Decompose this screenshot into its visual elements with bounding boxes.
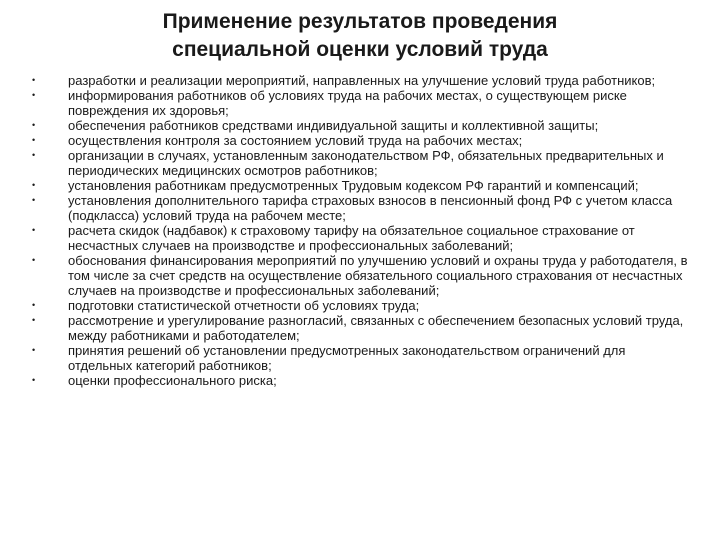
bullet-list (32, 73, 692, 388)
bullet-marker: • (32, 375, 36, 385)
bullet-item (32, 343, 692, 373)
bullet-marker: • (32, 195, 36, 205)
bullet-item (32, 133, 692, 148)
bullet-item (32, 313, 692, 343)
bullet-item (32, 298, 692, 313)
bullet-item (32, 178, 692, 193)
bullet-item (32, 148, 692, 178)
bullet-text: установления работникам предусмотренных Трудовым кодексом РФ гарантий и компенсаций; (68, 178, 639, 193)
bullet-marker: • (32, 90, 36, 100)
bullet-text: установления дополнительного тарифа страховых взносов в пенсионный фонд РФ с учетом класса (подкласса) условий труда на рабочем месте; (68, 193, 673, 223)
bullet-text: обоснования финансирования мероприятий по улучшению условий и охраны труда у работодателя, в том числе за счет средств на осуществление обязательного социального страхования от несчастных случаев на производстве и профессиональных заболеваний; (68, 253, 688, 298)
bullet-marker: • (32, 180, 36, 190)
bullet-item (32, 193, 692, 223)
bullet-text: подготовки статистической отчетности об условиях труда; (68, 298, 420, 313)
bullet-marker: • (32, 315, 36, 325)
bullet-text: оценки профессионального риска; (68, 373, 277, 388)
bullet-text: расчета скидок (надбавок) к страховому тарифу на обязательное социальное страхование от несчастных случаев на производстве и профессиональных заболеваний; (68, 223, 635, 253)
bullet-marker: • (32, 150, 36, 160)
bullet-text: обеспечения работников средствами индивидуальной защиты и коллективной защиты; (68, 118, 599, 133)
bullet-marker: • (32, 120, 36, 130)
bullet-text: организации в случаях, установленным законодательством РФ, обязательных предварительных и периодических медицинских осмотров работников; (68, 148, 664, 178)
bullet-item (32, 223, 692, 253)
slide-title-line-2: специальной оценки условий труда (172, 38, 548, 61)
bullet-marker: • (32, 255, 36, 265)
bullet-item (32, 373, 692, 388)
bullet-marker: • (32, 300, 36, 310)
bullet-text: осуществления контроля за состоянием условий труда на рабочих местах; (68, 133, 523, 148)
bullet-marker: • (32, 135, 36, 145)
slide-title (0, 8, 720, 64)
bullet-item (32, 253, 692, 298)
bullet-text: разработки и реализации мероприятий, направленных на улучшение условий труда работников; (68, 73, 656, 88)
bullet-item (32, 73, 692, 88)
bullet-marker: • (32, 345, 36, 355)
bullet-text: рассмотрение и урегулирование разногласий, связанных с обеспечением безопасных условий труда, между работниками и работодателем; (68, 313, 684, 343)
slide-title-line-1: Применение результатов проведения (162, 10, 558, 33)
bullet-text: информирования работников об условиях труда на рабочих местах, о существующем риске повреждения их здоровья; (68, 88, 627, 118)
bullet-item (32, 88, 692, 118)
bullet-marker: • (32, 75, 36, 85)
bullet-text: принятия решений об установлении предусмотренных законодательством ограничений для отдельных категорий работников; (68, 343, 626, 373)
bullet-marker: • (32, 225, 36, 235)
bullet-item (32, 118, 692, 133)
